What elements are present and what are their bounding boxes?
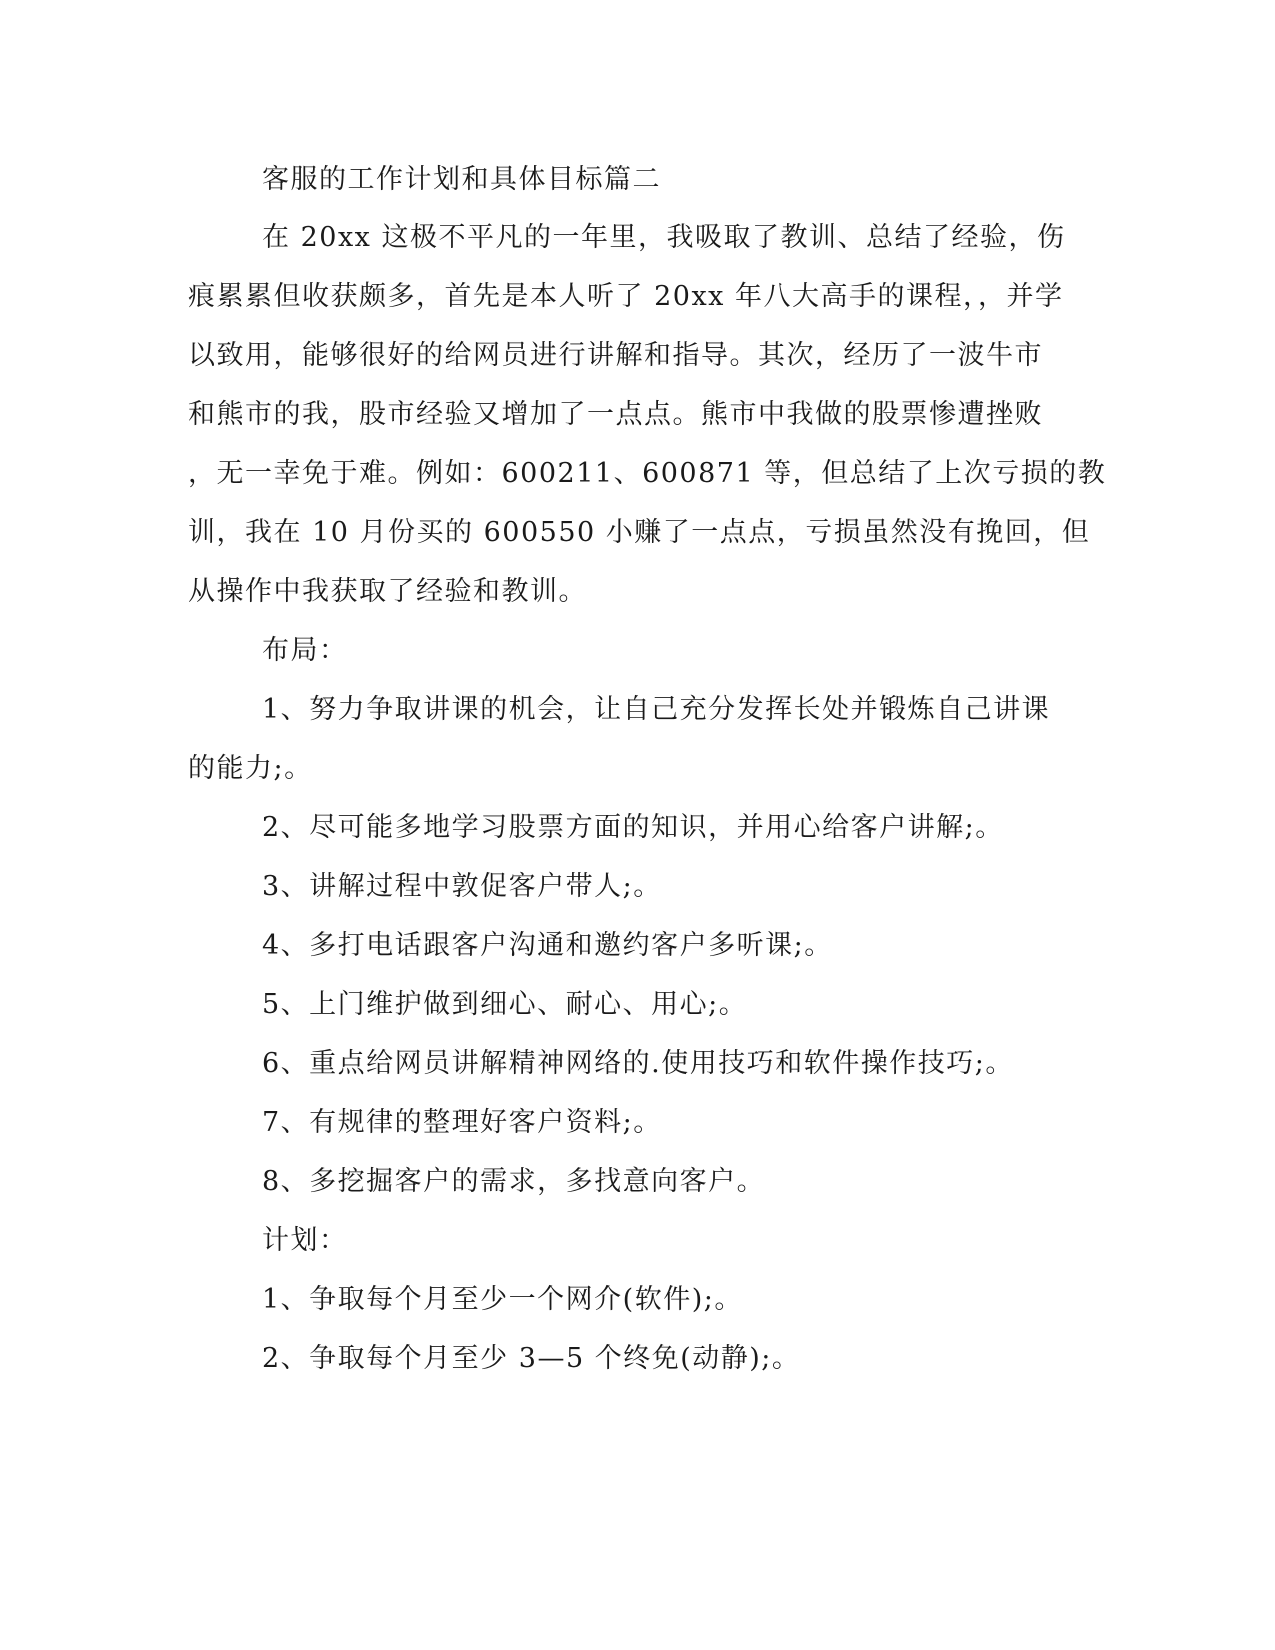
layout-heading: 布局： (262, 635, 348, 666)
paragraph-line: 痕累累但收获颇多，首先是本人听了 20xx 年八大高手的课程，，并学 (188, 281, 1064, 312)
list-item: 2、尽可能多地学习股票方面的知识，并用心给客户讲解;。 (262, 812, 1004, 843)
paragraph-line: 以致用，能够很好的给网员进行讲解和指导。其次，经历了一波牛市 (188, 340, 1043, 371)
list-item: 6、重点给网员讲解精神网络的.使用技巧和软件操作技巧;。 (262, 1048, 1014, 1079)
list-item: 3、讲解过程中敦促客户带人;。 (262, 871, 662, 902)
paragraph-line: 在 20xx 这极不平凡的一年里，我吸取了教训、总结了经验，伤 (262, 222, 1066, 253)
list-item: 1、争取每个月至少一个网介(软件);。 (262, 1284, 743, 1315)
list-item: 7、有规律的整理好客户资料;。 (262, 1107, 662, 1138)
list-item: 2、争取每个月至少 3—5 个终免(动静);。 (262, 1343, 801, 1374)
paragraph-line: 和熊市的我，股市经验又增加了一点点。熊市中我做的股票惨遭挫败 (188, 399, 1043, 430)
document-title: 客服的工作计划和具体目标篇二 (262, 164, 661, 195)
list-item: 1、努力争取讲课的机会，让自己充分发挥长处并锻炼自己讲课 (262, 694, 1051, 725)
paragraph-line: 从操作中我获取了经验和教训。 (188, 576, 587, 607)
paragraph-line: 训，我在 10 月份买的 600550 小赚了一点点，亏损虽然没有挽回，但 (188, 517, 1091, 548)
list-item: 5、上门维护做到细心、耐心、用心;。 (262, 989, 748, 1020)
list-item: 8、多挖掘客户的需求，多找意向客户。 (262, 1166, 766, 1197)
list-item-continuation: 的能力;。 (188, 753, 313, 784)
list-item: 4、多打电话跟客户沟通和邀约客户多听课;。 (262, 930, 833, 961)
plan-heading: 计划： (262, 1225, 348, 1256)
paragraph-line: ，无一幸免于难。例如：600211、600871 等，但总结了上次亏损的教 (188, 458, 1107, 489)
